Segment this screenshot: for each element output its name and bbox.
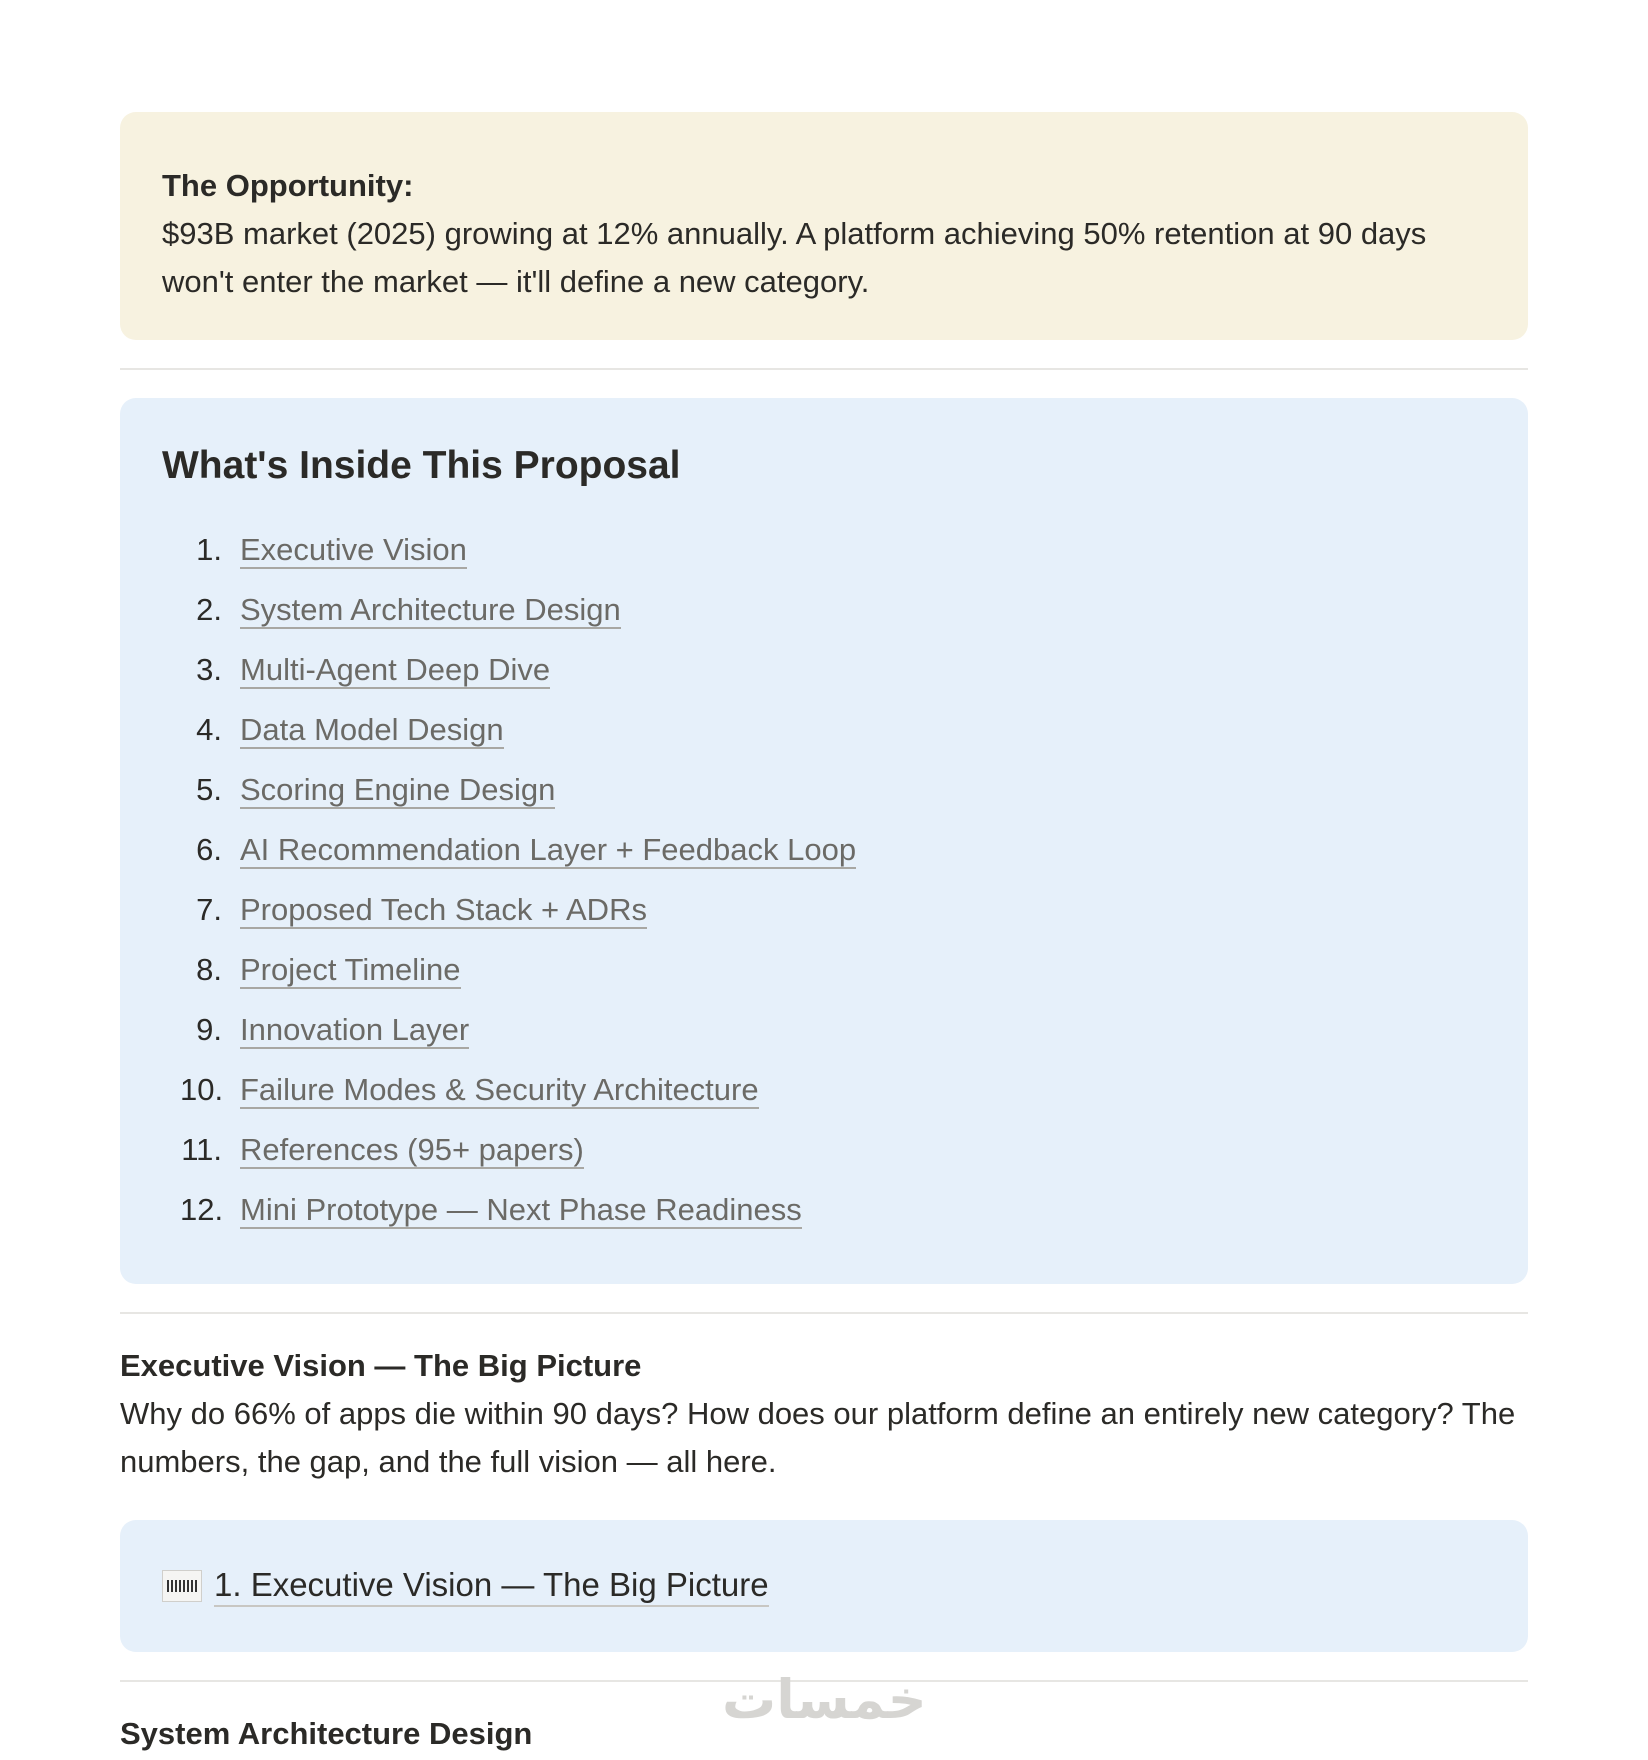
- section-title: System Architecture Design: [120, 1716, 533, 1751]
- toc-number: 9.: [196, 1012, 222, 1047]
- toc-link-ai-recommendation[interactable]: AI Recommendation Layer + Feedback Loop: [240, 832, 857, 867]
- toc-item: [162, 580, 1486, 640]
- toc-item: [162, 1000, 1486, 1060]
- executive-vision-section: [120, 1342, 1528, 1486]
- toc-item: [162, 880, 1486, 940]
- toc-link-failure-modes[interactable]: Failure Modes & Security Architecture: [240, 1072, 759, 1107]
- toc-number: 12.: [180, 1192, 224, 1227]
- toc-link-tech-stack[interactable]: Proposed Tech Stack + ADRs: [240, 892, 647, 927]
- document-page: [120, 112, 1528, 1758]
- toc-number: 8.: [196, 952, 222, 987]
- divider: [120, 368, 1528, 370]
- toc-link-references[interactable]: References (95+ papers): [240, 1132, 584, 1167]
- toc-number: 10.: [180, 1072, 224, 1107]
- divider: [120, 1312, 1528, 1314]
- toc-item: [162, 820, 1486, 880]
- toc-item: [162, 700, 1486, 760]
- toc-number: 2.: [196, 592, 222, 627]
- toc-item: [162, 940, 1486, 1000]
- toc-link-innovation-layer[interactable]: Innovation Layer: [240, 1012, 470, 1047]
- toc-number: 5.: [196, 772, 222, 807]
- executive-vision-page-link[interactable]: 1. Executive Vision — The Big Picture: [214, 1565, 769, 1607]
- toc-item: [162, 1060, 1486, 1120]
- toc-heading: What's Inside This Proposal: [162, 444, 681, 487]
- page-link-callout[interactable]: [120, 1520, 1528, 1652]
- opportunity-title: The Opportunity:: [162, 168, 414, 203]
- toc-link-mini-prototype[interactable]: Mini Prototype — Next Phase Readiness: [240, 1192, 802, 1227]
- toc-link-data-model[interactable]: Data Model Design: [240, 712, 504, 747]
- watermark-logo: خمسات: [722, 1668, 927, 1731]
- toc-item: [162, 760, 1486, 820]
- toc-number: 1.: [196, 532, 222, 567]
- toc-link-system-architecture[interactable]: System Architecture Design: [240, 592, 621, 627]
- million-startups-logo-icon: [162, 1570, 202, 1602]
- opportunity-callout: [120, 112, 1528, 340]
- toc-callout: [120, 398, 1528, 1284]
- section-body: Why do 66% of apps die within 90 days? How does our platform define an entirely new category? The numbers, the gap, and the full vision — all here.: [120, 1396, 1516, 1479]
- toc-list: [162, 520, 1486, 1240]
- toc-item: [162, 1180, 1486, 1240]
- toc-link-multi-agent[interactable]: Multi-Agent Deep Dive: [240, 652, 551, 687]
- toc-number: 7.: [196, 892, 222, 927]
- toc-number: 11.: [181, 1132, 222, 1167]
- toc-number: 6.: [196, 832, 222, 867]
- toc-link-scoring-engine[interactable]: Scoring Engine Design: [240, 772, 556, 807]
- toc-item: [162, 520, 1486, 580]
- toc-item: [162, 1120, 1486, 1180]
- section-title: Executive Vision — The Big Picture: [120, 1348, 642, 1383]
- toc-number: 4.: [196, 712, 222, 747]
- toc-link-project-timeline[interactable]: Project Timeline: [240, 952, 461, 987]
- toc-item: [162, 640, 1486, 700]
- opportunity-body: $93B market (2025) growing at 12% annually. A platform achieving 50% retention at 90 days won't enter the market — it'll define a new category.: [162, 216, 1427, 299]
- toc-link-executive-vision[interactable]: Executive Vision: [240, 532, 467, 567]
- toc-number: 3.: [196, 652, 222, 687]
